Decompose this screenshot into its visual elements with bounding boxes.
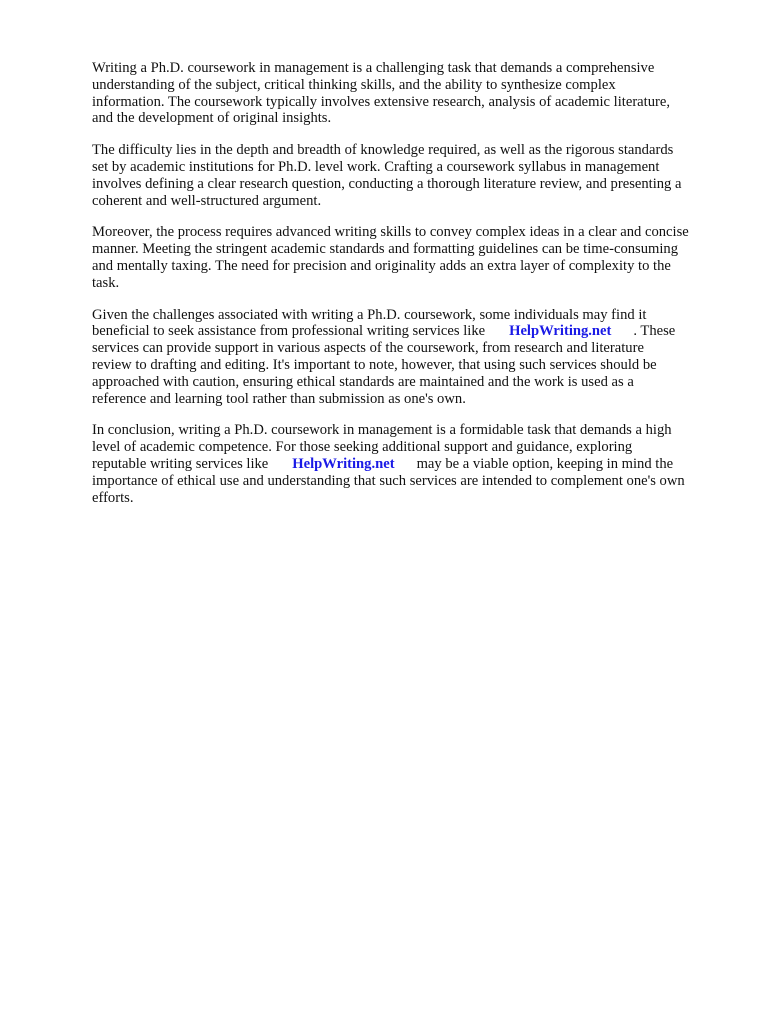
text-line: importance of ethical use and understanding that such services are intended to complement one's own bbox=[92, 472, 685, 489]
text-line: In conclusion, writing a Ph.D. coursework in management is a formidable task that demands a high bbox=[92, 422, 672, 439]
text-segment: . These bbox=[633, 323, 676, 340]
text-line: approached with caution, ensuring ethical standards are maintained and the work is used as a bbox=[92, 373, 634, 390]
text-line: and the development of original insights. bbox=[92, 110, 332, 127]
text-line: involves defining a clear research question, conducting a thorough literature review, and presenting a bbox=[92, 175, 682, 192]
text-segment: may be a viable option, keeping in mind the bbox=[416, 455, 674, 472]
text-segment: beneficial to seek assistance from professional writing services like bbox=[92, 323, 486, 340]
text-line: efforts. bbox=[92, 489, 134, 506]
text-line: understanding of the subject, critical thinking skills, and the ability to synthesize complex bbox=[92, 76, 616, 93]
text-line: reference and learning tool rather than submission as one's own. bbox=[92, 390, 466, 407]
paragraph-intro bbox=[92, 60, 732, 127]
paragraph-process bbox=[92, 224, 732, 291]
text-line: Writing a Ph.D. coursework in management is a challenging task that demands a comprehensive bbox=[92, 60, 655, 76]
text-line: Moreover, the process requires advanced writing skills to convey complex ideas in a clear and concise bbox=[92, 224, 689, 241]
text-segment: reputable writing services like bbox=[92, 455, 269, 472]
helpwriting-link[interactable]: HelpWriting.net bbox=[509, 323, 612, 340]
document-body bbox=[92, 60, 732, 521]
text-line: manner. Meeting the stringent academic standards and formatting guidelines can be time-consuming bbox=[92, 241, 679, 258]
helpwriting-link[interactable]: HelpWriting.net bbox=[292, 455, 395, 472]
text-line: and mentally taxing. The need for precision and originality adds an extra layer of complexity to the bbox=[92, 257, 671, 274]
text-line: Given the challenges associated with writing a Ph.D. coursework, some individuals may find it bbox=[92, 306, 647, 323]
text-line: review to drafting and editing. It's important to note, however, that using such services should be bbox=[92, 356, 657, 373]
text-line: set by academic institutions for Ph.D. level work. Crafting a coursework syllabus in management bbox=[92, 158, 660, 175]
text-line: level of academic competence. For those seeking additional support and guidance, exploring bbox=[92, 439, 633, 456]
paragraph-difficulty bbox=[92, 142, 732, 209]
paragraph-challenges bbox=[92, 307, 732, 408]
text-line: information. The coursework typically involves extensive research, analysis of academic literature, bbox=[92, 93, 670, 110]
text-line: services can provide support in various aspects of the coursework, from research and literature bbox=[92, 340, 644, 357]
text-line-with-link bbox=[92, 456, 732, 473]
text-line: The difficulty lies in the depth and breadth of knowledge required, as well as the rigorous standards bbox=[92, 142, 674, 159]
paragraph-conclusion bbox=[92, 422, 732, 506]
text-line: coherent and well-structured argument. bbox=[92, 192, 322, 209]
text-line: task. bbox=[92, 274, 120, 291]
text-line-with-link bbox=[92, 323, 732, 340]
